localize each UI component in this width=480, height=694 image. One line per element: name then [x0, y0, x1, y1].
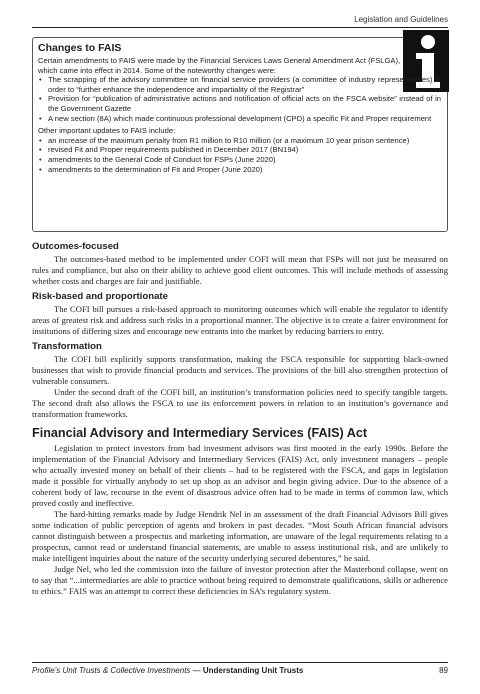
- running-head: Legislation and Guidelines: [354, 15, 448, 24]
- paragraph: The hard-hitting remarks made by Judge Hendrik Nel in an assessment of the draft Financial Advisors Bill gives some indication of public perception of agents and brokers in past decades. “Most South African financial advisors cannot distinguish between a prospectus and marketing information, are unaware of the legal requirements relating to a prospectus, cannot read or understand financial statements, are unable to assess institutional risk, and are unlikely to make intelligent inquiries about the nature of the security underlying secured debentures,” he said.: [32, 509, 448, 563]
- list-item: • Provision for “publication of administrative actions and notification of official acts on the FSCA website” instead of in the Government Gazette: [38, 94, 441, 113]
- list-item: • amendments to the determination of Fit and Proper (June 2020): [38, 165, 441, 175]
- section-heading-major: Financial Advisory and Intermediary Services (FAIS) Act: [32, 426, 368, 440]
- paragraph: The COFI bill pursues a risk-based approach to monitoring outcomes which will enable the regulator to identify areas of greatest risk and address such risks in a proportional manner. The objective is to create a fairer environment for institutions of differing sizes and encourage new entrants into the market by reducing barriers to entry.: [32, 304, 448, 336]
- list-item: • amendments to the General Code of Conduct for FSPs (June 2020): [38, 155, 441, 165]
- page-footer: [32, 666, 448, 675]
- section-heading: Transformation: [32, 341, 102, 352]
- box-intro: Certain amendments to FAIS were made by the Financial Services Laws General Amendment Act (FSLGA), which came into effect in 2014. Some of the noteworthy changes were:: [38, 56, 401, 75]
- page-number: 89: [439, 666, 448, 675]
- body-text: [32, 237, 448, 597]
- changes-to-fais-box: [32, 37, 448, 232]
- paragraph: Legislation to protect investors from bad investment advisors was first mooted in the early 1990s. Before the implementation of the Financial Advisory and Intermediary Services (FAIS) Act, only investment managers – people who actually invested money on behalf of their clients – had to be registered with the FSCA, and gaps in legislation made it possible for virtually anybody to set up shop as an advisor and begin giving advice. Due to the absence of a coherent body of law, recourse in the event of disastrous advice often had to be made in terms of common law, which proved costly and ineffective.: [32, 443, 448, 508]
- list-item: • The scrapping of the advisory committee on financial service providers (a committee of industry representatives) in order to “further enhance the independence and impartiality of the Registrar”: [38, 75, 441, 94]
- list-item: • revised Fit and Proper requirements published in December 2017 (BN194): [38, 145, 441, 155]
- changes-list: [38, 75, 441, 123]
- section-heading: Outcomes-focused: [32, 241, 119, 252]
- footer-title-book: Understanding Unit Trusts: [202, 666, 304, 675]
- paragraph: Under the second draft of the COFI bill, an institution’s transformation policies need to specify tangible targets. The second draft also allows the FSCA to use its enforcement powers in relation to an institution’s governance and transformation frameworks.: [32, 387, 448, 419]
- paragraph: The COFI bill explicitly supports transformation, making the FSCA responsible for supporting black-owned businesses that wish to provide financial products and services. The provisions of the bill also strengthen protection of vulnerable consumers.: [32, 354, 448, 386]
- list-item: • an increase of the maximum penalty from R1 million to R10 million (or a maximum 10 year prison sentence): [38, 136, 441, 146]
- list-item: • A new section (8A) which made continuous professional development (CPD) a specific Fit and Proper requirement: [38, 114, 441, 124]
- footer-title: [32, 666, 303, 675]
- paragraph: The outcomes-based method to be implemented under COFI will mean that FSPs will not just be measured on rules and compliance, but also on their ability to achieve good client outcomes. This will include methods of assessing whether costs and charges are fair and justifiable.: [32, 254, 448, 286]
- footer-rule: [32, 662, 448, 663]
- footer-title-publication: Profile’s Unit Trusts & Collective Investments —: [32, 666, 203, 675]
- other-updates-intro: Other important updates to FAIS include:: [38, 126, 176, 136]
- other-updates-list: [38, 136, 441, 174]
- header-rule: [32, 27, 448, 28]
- box-title: Changes to FAIS: [38, 42, 122, 54]
- paragraph: Judge Nel, who led the commission into the failure of investor protection after the Masterbond collapse, went on to say that “...intermediaries are able to practice without being required to demonstrate qualifications, skills or adherence to ethics.” FAIS was an attempt to correct these deficiencies in SA’s regulatory system.: [32, 564, 448, 596]
- document-page: [32, 0, 448, 694]
- section-heading: Risk-based and proportionate: [32, 291, 168, 302]
